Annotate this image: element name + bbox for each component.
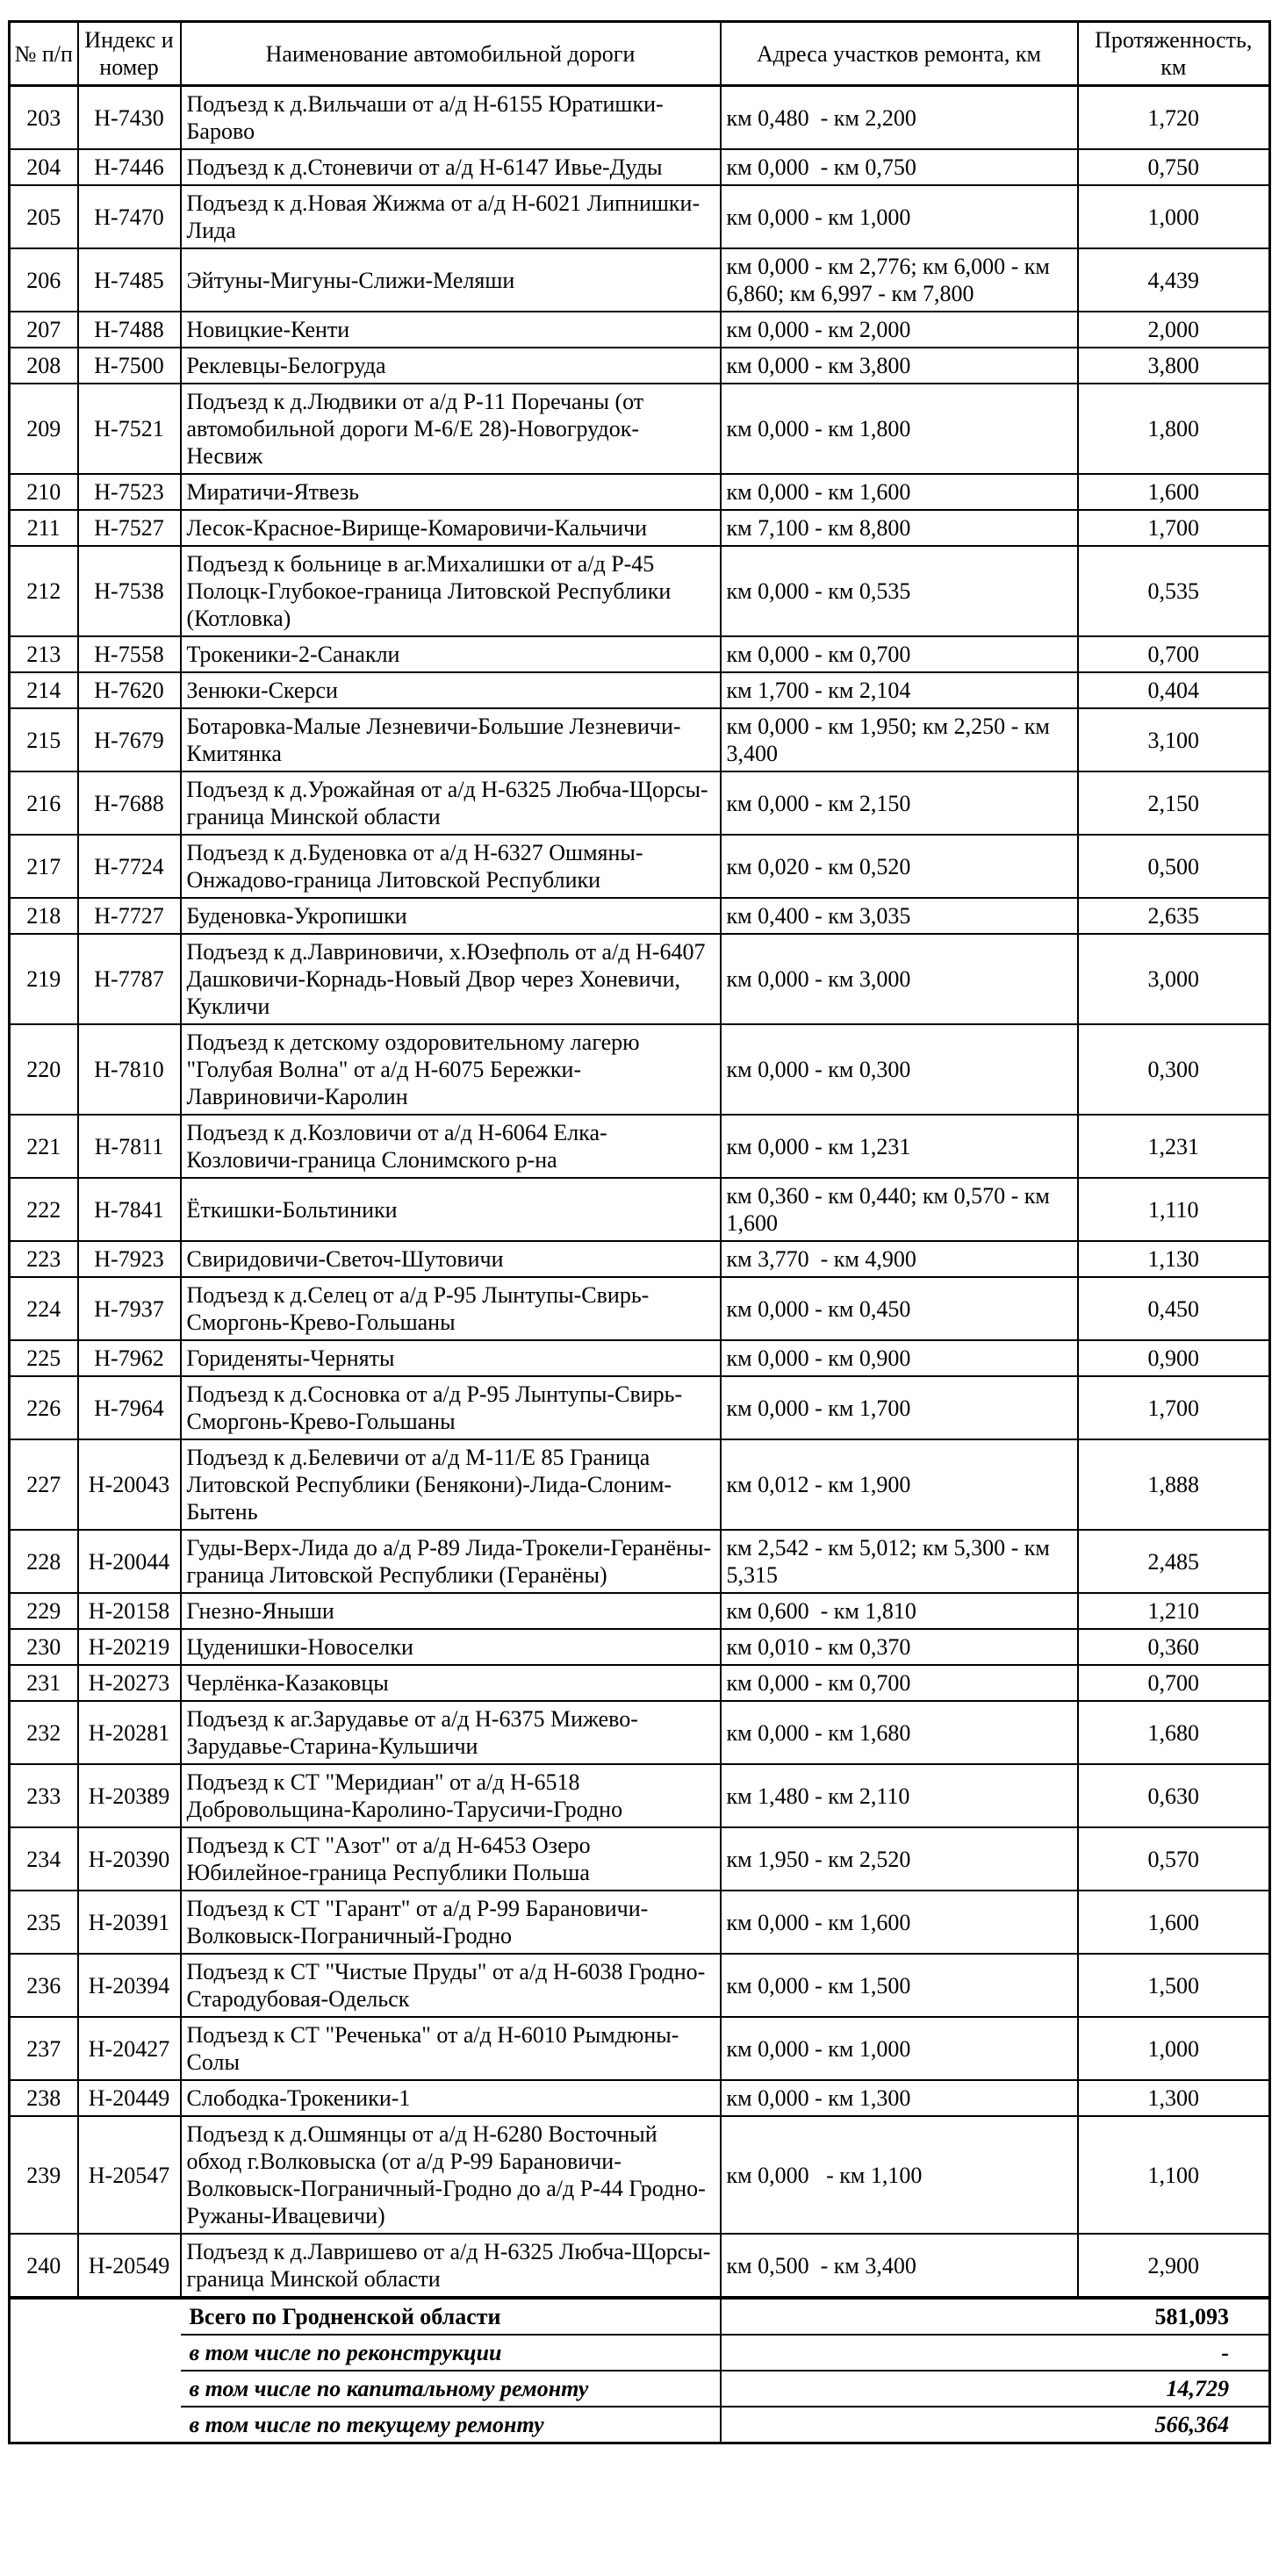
repair-address-cell: км 0,000 - км 2,776; км 6,000 - км 6,860; км 6,997 - км 7,800 xyxy=(721,248,1078,312)
row-number-cell: 215 xyxy=(10,708,78,771)
road-name-cell: Подъезд к СТ "Реченька" от а/д Н-6010 Рымдюны-Солы xyxy=(181,2017,721,2080)
road-name-cell: Подъезд к аг.Зарудавье от а/д Н-6375 Мижево-Зарудавье-Старина-Кульшичи xyxy=(181,1701,721,1764)
repair-address-cell: км 0,000 - км 1,000 xyxy=(721,185,1078,248)
row-number-cell: 218 xyxy=(10,898,78,934)
road-name-cell: Подъезд к д.Лавриновичи, х.Юзефполь от а/д Н-6407 Дашковичи-Корнадь-Новый Двор через Хоневичи, Кукличи xyxy=(181,934,721,1024)
road-name-cell: Ботаровка-Малые Лезневичи-Большие Лезневичи-Кмитянка xyxy=(181,708,721,771)
road-index-cell: Н-20390 xyxy=(78,1827,181,1891)
repair-address-cell: км 0,000 - км 1,000 xyxy=(721,2017,1078,2080)
road-name-cell: Реклевцы-Белогруда xyxy=(181,348,721,384)
row-number-cell: 207 xyxy=(10,312,78,348)
summary-row xyxy=(10,2371,1270,2407)
table-row xyxy=(10,1891,1270,1954)
table-row xyxy=(10,2080,1270,2116)
road-name-cell: Подъезд к СТ "Гарант" от а/д Р-99 Барановичи-Волковыск-Пограничный-Гродно xyxy=(181,1891,721,1954)
table-row xyxy=(10,312,1270,348)
repair-address-cell: км 2,542 - км 5,012; км 5,300 - км 5,315 xyxy=(721,1530,1078,1593)
row-number-cell: 235 xyxy=(10,1891,78,1954)
length-cell: 1,130 xyxy=(1078,1241,1270,1277)
road-name-cell: Новицкие-Кенти xyxy=(181,312,721,348)
length-cell: 1,700 xyxy=(1078,1376,1270,1439)
road-index-cell: Н-20427 xyxy=(78,2017,181,2080)
row-number-cell: 214 xyxy=(10,672,78,708)
summary-value: 566,364 xyxy=(721,2407,1270,2443)
row-number-cell: 206 xyxy=(10,248,78,312)
road-index-cell: Н-7787 xyxy=(78,934,181,1024)
repair-address-cell: км 0,000 - км 1,231 xyxy=(721,1115,1078,1178)
road-name-cell: Подъезд к д.Урожайная от а/д Н-6325 Любча-Щорсы-граница Минской области xyxy=(181,771,721,835)
row-number-cell: 220 xyxy=(10,1024,78,1115)
repair-address-cell: км 0,600 - км 1,810 xyxy=(721,1593,1078,1629)
row-number-cell: 209 xyxy=(10,384,78,474)
road-name-cell: Подъезд к д.Вильчаши от а/д Н-6155 Юратишки-Барово xyxy=(181,86,721,150)
repair-address-cell: км 0,000 - км 0,750 xyxy=(721,149,1078,185)
row-number-cell: 238 xyxy=(10,2080,78,2116)
repair-address-cell: км 1,950 - км 2,520 xyxy=(721,1827,1078,1891)
road-index-cell: Н-20043 xyxy=(78,1439,181,1530)
repair-address-cell: км 0,000 - км 0,700 xyxy=(721,1665,1078,1701)
row-number-cell: 219 xyxy=(10,934,78,1024)
table-summary xyxy=(10,2298,1270,2443)
repair-address-cell: км 0,000 - км 1,700 xyxy=(721,1376,1078,1439)
repair-address-cell: км 3,770 - км 4,900 xyxy=(721,1241,1078,1277)
summary-label: в том числе по реконструкции xyxy=(181,2335,721,2371)
table-header xyxy=(10,22,1270,86)
length-cell: 1,600 xyxy=(1078,1891,1270,1954)
road-name-cell: Подъезд к СТ "Меридиан" от а/д Н-6518 Добровольщина-Каролино-Тарусичи-Гродно xyxy=(181,1764,721,1827)
table-row xyxy=(10,771,1270,835)
header-row-number: № п/п xyxy=(10,22,78,86)
road-index-cell: Н-7727 xyxy=(78,898,181,934)
road-index-cell: Н-20219 xyxy=(78,1629,181,1665)
row-number-cell: 228 xyxy=(10,1530,78,1593)
road-name-cell: Черлёнка-Казаковцы xyxy=(181,1665,721,1701)
road-name-cell: Подъезд к детскому оздоровительному лагерю "Голубая Волна" от а/д Н-6075 Бережки-Лавриновичи-Каролин xyxy=(181,1024,721,1115)
length-cell: 0,630 xyxy=(1078,1764,1270,1827)
repair-address-cell: км 1,700 - км 2,104 xyxy=(721,672,1078,708)
road-name-cell: Цуденишки-Новоселки xyxy=(181,1629,721,1665)
row-number-cell: 229 xyxy=(10,1593,78,1629)
road-repair-table xyxy=(8,20,1271,2444)
road-index-cell: Н-7841 xyxy=(78,1178,181,1241)
repair-address-cell: км 0,000 - км 1,600 xyxy=(721,1891,1078,1954)
length-cell: 0,450 xyxy=(1078,1277,1270,1340)
road-index-cell: Н-7488 xyxy=(78,312,181,348)
road-name-cell: Подъезд к д.Новая Жижма от а/д Н-6021 Липнишки-Лида xyxy=(181,185,721,248)
road-name-cell: Подъезд к СТ "Чистые Пруды" от а/д Н-6038 Гродно-Стародубовая-Одельск xyxy=(181,1954,721,2017)
summary-value: - xyxy=(721,2335,1270,2371)
table-row xyxy=(10,1376,1270,1439)
road-name-cell: Подъезд к д.Буденовка от а/д Н-6327 Ошмяны-Онжадово-граница Литовской Республики xyxy=(181,835,721,898)
length-cell: 1,110 xyxy=(1078,1178,1270,1241)
row-number-cell: 221 xyxy=(10,1115,78,1178)
road-index-cell: Н-20273 xyxy=(78,1665,181,1701)
road-index-cell: Н-7810 xyxy=(78,1024,181,1115)
road-index-cell: Н-20281 xyxy=(78,1701,181,1764)
table-row xyxy=(10,1178,1270,1241)
table-row xyxy=(10,384,1270,474)
road-index-cell: Н-7523 xyxy=(78,474,181,510)
row-number-cell: 233 xyxy=(10,1764,78,1827)
length-cell: 1,500 xyxy=(1078,1954,1270,2017)
summary-value: 14,729 xyxy=(721,2371,1270,2407)
repair-address-cell: км 0,500 - км 3,400 xyxy=(721,2234,1078,2298)
road-name-cell: Эйтуны-Мигуны-Слижи-Меляши xyxy=(181,248,721,312)
row-number-cell: 210 xyxy=(10,474,78,510)
road-index-cell: Н-7485 xyxy=(78,248,181,312)
length-cell: 1,600 xyxy=(1078,474,1270,510)
road-index-cell: Н-7923 xyxy=(78,1241,181,1277)
table-row xyxy=(10,1665,1270,1701)
repair-address-cell: км 0,000 - км 0,700 xyxy=(721,636,1078,672)
road-index-cell: Н-7724 xyxy=(78,835,181,898)
road-name-cell: Подъезд к больнице в аг.Михалишки от а/д Р-45 Полоцк-Глубокое-граница Литовской Республики (Котловка) xyxy=(181,546,721,636)
table-row xyxy=(10,2017,1270,2080)
length-cell: 0,700 xyxy=(1078,1665,1270,1701)
table-row xyxy=(10,86,1270,150)
length-cell: 1,300 xyxy=(1078,2080,1270,2116)
road-name-cell: Гуды-Верх-Лида до а/д Р-89 Лида-Трокели-Геранёны-граница Литовской Республики (Геранёны) xyxy=(181,1530,721,1593)
length-cell: 0,300 xyxy=(1078,1024,1270,1115)
table-row xyxy=(10,636,1270,672)
repair-address-cell: км 0,010 - км 0,370 xyxy=(721,1629,1078,1665)
length-cell: 1,100 xyxy=(1078,2116,1270,2234)
repair-address-cell: км 0,000 - км 1,500 xyxy=(721,1954,1078,2017)
length-cell: 0,360 xyxy=(1078,1629,1270,1665)
length-cell: 2,485 xyxy=(1078,1530,1270,1593)
row-number-cell: 225 xyxy=(10,1340,78,1376)
table-row xyxy=(10,1530,1270,1593)
table-row xyxy=(10,1439,1270,1530)
road-index-cell: Н-20549 xyxy=(78,2234,181,2298)
summary-label: в том числе по текущему ремонту xyxy=(181,2407,721,2443)
road-index-cell: Н-7521 xyxy=(78,384,181,474)
row-number-cell: 224 xyxy=(10,1277,78,1340)
repair-address-cell: км 0,000 - км 0,300 xyxy=(721,1024,1078,1115)
table-row xyxy=(10,1241,1270,1277)
header-road-index: Индекс и номер xyxy=(78,22,181,86)
table-row xyxy=(10,510,1270,546)
table-row xyxy=(10,474,1270,510)
repair-address-cell: км 0,000 - км 0,535 xyxy=(721,546,1078,636)
road-name-cell: Подъезд к д.Селец от а/д Р-95 Лынтупы-Свирь-Сморгонь-Крево-Гольшаны xyxy=(181,1277,721,1340)
repair-address-cell: км 7,100 - км 8,800 xyxy=(721,510,1078,546)
road-name-cell: Миратичи-Ятвезь xyxy=(181,474,721,510)
row-number-cell: 232 xyxy=(10,1701,78,1764)
row-number-cell: 211 xyxy=(10,510,78,546)
repair-address-cell: км 0,000 - км 3,000 xyxy=(721,934,1078,1024)
road-name-cell: Подъезд к д.Стоневичи от а/д Н-6147 Ивье-Дуды xyxy=(181,149,721,185)
summary-value: 581,093 xyxy=(721,2298,1270,2335)
repair-address-cell: км 0,480 - км 2,200 xyxy=(721,86,1078,150)
repair-address-cell: км 0,000 - км 1,600 xyxy=(721,474,1078,510)
length-cell: 1,720 xyxy=(1078,86,1270,150)
table-row xyxy=(10,898,1270,934)
table-row xyxy=(10,546,1270,636)
summary-spacer-cell xyxy=(10,2298,181,2443)
length-cell: 1,888 xyxy=(1078,1439,1270,1530)
length-cell: 1,210 xyxy=(1078,1593,1270,1629)
road-index-cell: Н-7962 xyxy=(78,1340,181,1376)
row-number-cell: 204 xyxy=(10,149,78,185)
row-number-cell: 240 xyxy=(10,2234,78,2298)
road-index-cell: Н-20394 xyxy=(78,1954,181,2017)
table-row xyxy=(10,2116,1270,2234)
summary-row xyxy=(10,2298,1270,2335)
road-index-cell: Н-20547 xyxy=(78,2116,181,2234)
repair-address-cell: км 0,012 - км 1,900 xyxy=(721,1439,1078,1530)
row-number-cell: 230 xyxy=(10,1629,78,1665)
repair-address-cell: км 0,000 - км 1,800 xyxy=(721,384,1078,474)
road-index-cell: Н-7964 xyxy=(78,1376,181,1439)
repair-address-cell: км 0,000 - км 1,680 xyxy=(721,1701,1078,1764)
repair-address-cell: км 0,400 - км 3,035 xyxy=(721,898,1078,934)
length-cell: 1,000 xyxy=(1078,185,1270,248)
road-name-cell: Свиридовичи-Светоч-Шутовичи xyxy=(181,1241,721,1277)
road-index-cell: Н-7527 xyxy=(78,510,181,546)
header-length: Протяженность, км xyxy=(1078,22,1270,86)
table-row xyxy=(10,248,1270,312)
header-row xyxy=(10,22,1270,86)
length-cell: 3,100 xyxy=(1078,708,1270,771)
repair-address-cell: км 0,000 - км 1,300 xyxy=(721,2080,1078,2116)
length-cell: 0,700 xyxy=(1078,636,1270,672)
row-number-cell: 236 xyxy=(10,1954,78,2017)
table-row xyxy=(10,835,1270,898)
road-index-cell: Н-20044 xyxy=(78,1530,181,1593)
row-number-cell: 217 xyxy=(10,835,78,898)
summary-label: в том числе по капитальному ремонту xyxy=(181,2371,721,2407)
repair-address-cell: км 0,000 - км 2,150 xyxy=(721,771,1078,835)
road-name-cell: Буденовка-Укропишки xyxy=(181,898,721,934)
row-number-cell: 203 xyxy=(10,86,78,150)
row-number-cell: 213 xyxy=(10,636,78,672)
table-row xyxy=(10,1629,1270,1665)
length-cell: 2,000 xyxy=(1078,312,1270,348)
road-name-cell: Подъезд к СТ "Азот" от а/д Н-6453 Озеро Юбилейное-граница Республики Польша xyxy=(181,1827,721,1891)
summary-label: Всего по Гродненской области xyxy=(181,2298,721,2335)
table-row xyxy=(10,1593,1270,1629)
length-cell: 3,800 xyxy=(1078,348,1270,384)
table-row xyxy=(10,149,1270,185)
repair-address-cell: км 1,480 - км 2,110 xyxy=(721,1764,1078,1827)
road-name-cell: Гориденяты-Черняты xyxy=(181,1340,721,1376)
row-number-cell: 212 xyxy=(10,546,78,636)
page xyxy=(0,20,1279,2576)
road-index-cell: Н-7620 xyxy=(78,672,181,708)
repair-address-cell: км 0,000 - км 3,800 xyxy=(721,348,1078,384)
road-index-cell: Н-7446 xyxy=(78,149,181,185)
repair-address-cell: км 0,000 - км 0,450 xyxy=(721,1277,1078,1340)
road-name-cell: Гнезно-Яныши xyxy=(181,1593,721,1629)
table-row xyxy=(10,1340,1270,1376)
road-index-cell: Н-20158 xyxy=(78,1593,181,1629)
table-row xyxy=(10,2234,1270,2298)
table-row xyxy=(10,672,1270,708)
repair-address-cell: км 0,020 - км 0,520 xyxy=(721,835,1078,898)
row-number-cell: 208 xyxy=(10,348,78,384)
row-number-cell: 216 xyxy=(10,771,78,835)
length-cell: 0,570 xyxy=(1078,1827,1270,1891)
road-index-cell: Н-7470 xyxy=(78,185,181,248)
road-index-cell: Н-7811 xyxy=(78,1115,181,1178)
repair-address-cell: км 0,000 - км 2,000 xyxy=(721,312,1078,348)
repair-address-cell: км 0,000 - км 1,950; км 2,250 - км 3,400 xyxy=(721,708,1078,771)
length-cell: 4,439 xyxy=(1078,248,1270,312)
repair-address-cell: км 0,000 - км 0,900 xyxy=(721,1340,1078,1376)
road-index-cell: Н-7430 xyxy=(78,86,181,150)
length-cell: 0,900 xyxy=(1078,1340,1270,1376)
road-index-cell: Н-20391 xyxy=(78,1891,181,1954)
length-cell: 1,000 xyxy=(1078,2017,1270,2080)
table-row xyxy=(10,934,1270,1024)
length-cell: 2,635 xyxy=(1078,898,1270,934)
road-index-cell: Н-7538 xyxy=(78,546,181,636)
length-cell: 3,000 xyxy=(1078,934,1270,1024)
table-row xyxy=(10,348,1270,384)
table-row xyxy=(10,1277,1270,1340)
road-index-cell: Н-20389 xyxy=(78,1764,181,1827)
road-index-cell: Н-7558 xyxy=(78,636,181,672)
row-number-cell: 223 xyxy=(10,1241,78,1277)
length-cell: 0,750 xyxy=(1078,149,1270,185)
row-number-cell: 234 xyxy=(10,1827,78,1891)
row-number-cell: 231 xyxy=(10,1665,78,1701)
road-name-cell: Подъезд к д.Лавришево от а/д Н-6325 Любча-Щорсы-граница Минской области xyxy=(181,2234,721,2298)
repair-address-cell: км 0,360 - км 0,440; км 0,570 - км 1,600 xyxy=(721,1178,1078,1241)
table-row xyxy=(10,1827,1270,1891)
road-name-cell: Зенюки-Скерси xyxy=(181,672,721,708)
road-name-cell: Подъезд к д.Людвики от а/д Р-11 Поречаны (от автомобильной дороги М-6/Е 28)-Новогрудок-Несвиж xyxy=(181,384,721,474)
road-name-cell: Подъезд к д.Белевичи от а/д М-11/Е 85 Граница Литовской Республики (Бенякони)-Лида-Слоним-Бытень xyxy=(181,1439,721,1530)
table-row xyxy=(10,1024,1270,1115)
length-cell: 1,680 xyxy=(1078,1701,1270,1764)
table-row xyxy=(10,1954,1270,2017)
repair-address-cell: км 0,000 - км 1,100 xyxy=(721,2116,1078,2234)
table-row xyxy=(10,708,1270,771)
row-number-cell: 226 xyxy=(10,1376,78,1439)
road-name-cell: Ёткишки-Больтиники xyxy=(181,1178,721,1241)
road-name-cell: Подъезд к д.Ошмянцы от а/д Н-6280 Восточный обход г.Волковыска (от а/д Р-99 Барановичи-Волковыск-Пограничный-Гродно до а/д Р-44 Гродно-Ружаны-Ивацевичи) xyxy=(181,2116,721,2234)
length-cell: 0,500 xyxy=(1078,835,1270,898)
length-cell: 1,231 xyxy=(1078,1115,1270,1178)
length-cell: 0,535 xyxy=(1078,546,1270,636)
length-cell: 2,150 xyxy=(1078,771,1270,835)
table-row xyxy=(10,185,1270,248)
road-name-cell: Слободка-Трокеники-1 xyxy=(181,2080,721,2116)
length-cell: 0,404 xyxy=(1078,672,1270,708)
road-index-cell: Н-20449 xyxy=(78,2080,181,2116)
road-name-cell: Подъезд к д.Козловичи от а/д Н-6064 Елка-Козловичи-граница Слонимского р-на xyxy=(181,1115,721,1178)
summary-row xyxy=(10,2407,1270,2443)
header-road-name: Наименование автомобильной дороги xyxy=(181,22,721,86)
row-number-cell: 205 xyxy=(10,185,78,248)
length-cell: 1,700 xyxy=(1078,510,1270,546)
road-index-cell: Н-7688 xyxy=(78,771,181,835)
row-number-cell: 222 xyxy=(10,1178,78,1241)
table-row xyxy=(10,1764,1270,1827)
row-number-cell: 227 xyxy=(10,1439,78,1530)
length-cell: 2,900 xyxy=(1078,2234,1270,2298)
road-name-cell: Трокеники-2-Санакли xyxy=(181,636,721,672)
row-number-cell: 239 xyxy=(10,2116,78,2234)
road-index-cell: Н-7937 xyxy=(78,1277,181,1340)
road-name-cell: Подъезд к д.Сосновка от а/д Р-95 Лынтупы-Свирь-Сморгонь-Крево-Гольшаны xyxy=(181,1376,721,1439)
road-name-cell: Лесок-Красное-Вирище-Комаровичи-Кальчичи xyxy=(181,510,721,546)
row-number-cell: 237 xyxy=(10,2017,78,2080)
road-index-cell: Н-7500 xyxy=(78,348,181,384)
table-row xyxy=(10,1701,1270,1764)
table-row xyxy=(10,1115,1270,1178)
header-repair-addresses: Адреса участков ремонта, км xyxy=(721,22,1078,86)
table-body xyxy=(10,86,1270,2299)
length-cell: 1,800 xyxy=(1078,384,1270,474)
summary-row xyxy=(10,2335,1270,2371)
road-index-cell: Н-7679 xyxy=(78,708,181,771)
